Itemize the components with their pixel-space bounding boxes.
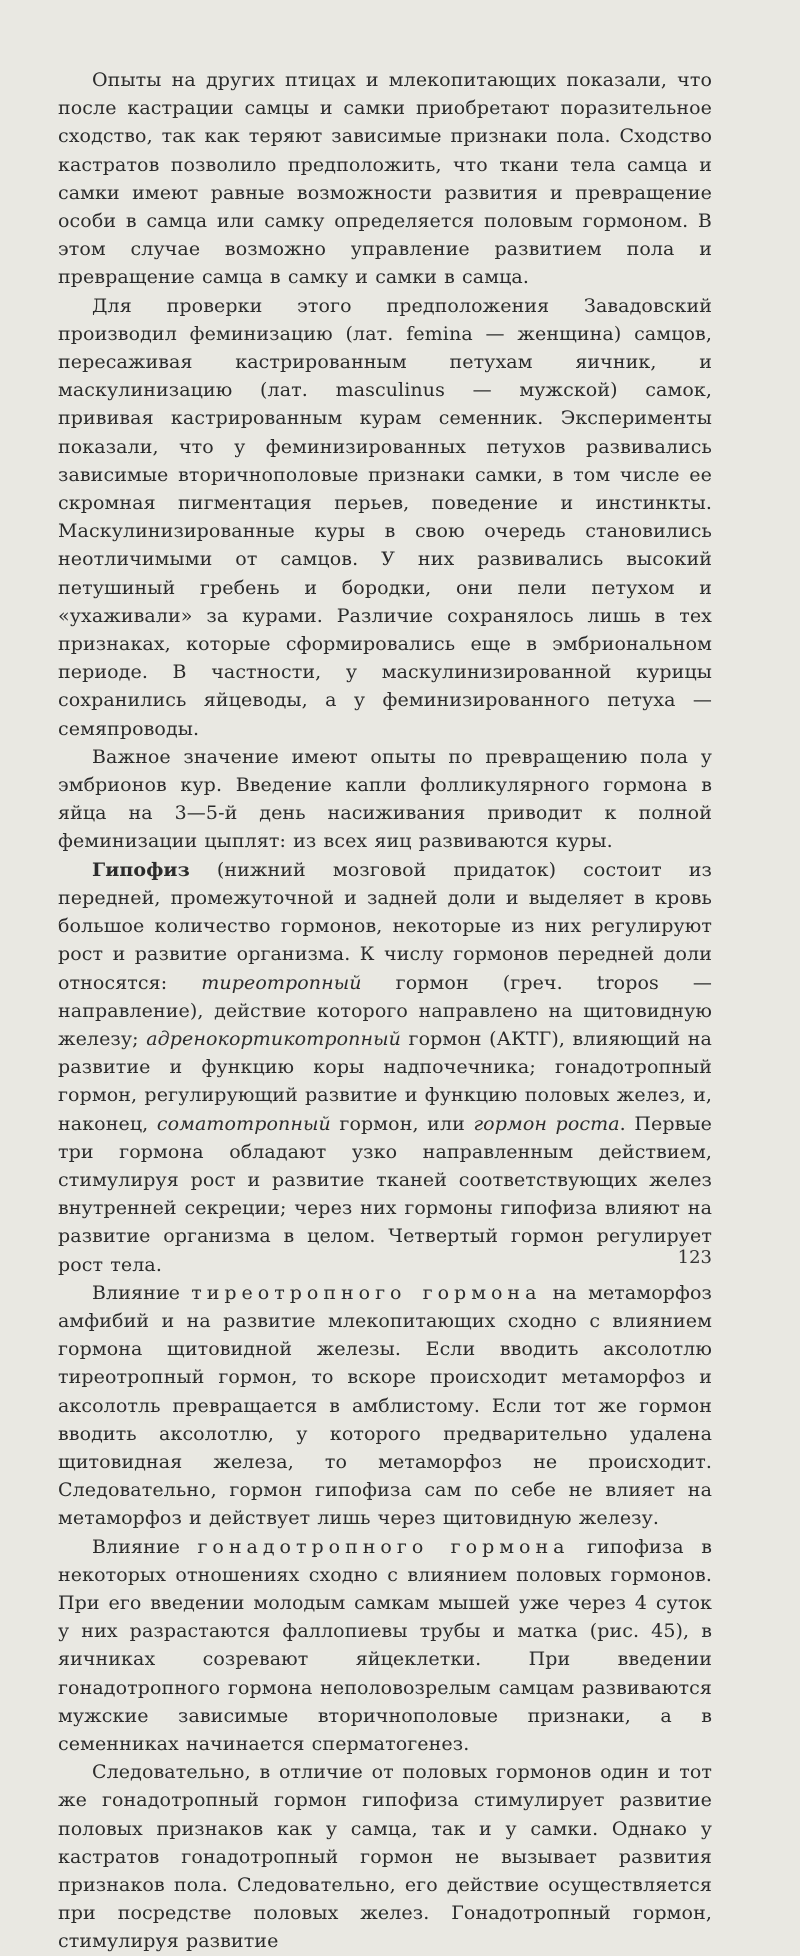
paragraph-castration <box>58 66 712 292</box>
paragraph-text: Влияние <box>92 1535 198 1558</box>
paragraph-text: Следовательно, в отличие от половых гормонов один и тот же гонадотропный гормон гипофиза стимулирует развитие половых признаков как у самца, так и у самки. Однако у кастратов гонадотропный гормон не вызывает развития признаков пола. Следовательно, его действие осуществляется при посредстве половых желез. Гонадотропный гормон, стимулируя развитие <box>58 1761 712 1953</box>
paragraph-text: Опыты на других птицах и млекопитающих показали, что после кастрации самцы и самки приобретают поразительное сходство, так как теряют зависимые признаки пола. Сходство кастратов позволило предположить, что ткани тела самца и самки имеют равные возможности развития и превращение особи в самца или самку определяется половым гормоном. В этом случае возможно управление развитием пола и превращение самца в самку и самки в самца. <box>58 69 712 289</box>
paragraph-text: . Первые три гормона обладают узко направленным действием, стимулируя рост и развитие тканей соответствующих желез внутренней секреции; через них гормоны гипофиза влияют на развитие организма в целом. Четвертый гормон регулирует рост тела. <box>58 1112 713 1276</box>
page-body <box>58 66 712 1956</box>
term-pituitary: Гипофиз <box>92 858 190 881</box>
paragraph-text: (нижний мозговой придаток) состоит из передней, промежуточной и задней доли и выделяет в кровь большое количество гормонов, некоторые из них регулируют рост и развитие организма. К числу гормонов передней доли относятся: <box>58 858 712 994</box>
paragraph-embryo-sex-reversal <box>58 743 712 856</box>
term-somatotropic: соматотропный <box>156 1112 331 1135</box>
paragraph-text: гормон (АКТГ), влияющий на развитие и функцию коры надпочечника; гонадотропный гормон, регулирующий развитие и функцию половых желез, и, наконец, <box>58 1027 712 1135</box>
paragraph-text: гормон, или <box>330 1112 474 1135</box>
term-growth-hormone: гормон роста <box>473 1112 620 1135</box>
term-adrenocorticotropic: адренокортикотропный <box>146 1027 402 1050</box>
paragraph-pituitary <box>58 856 712 1279</box>
paragraph-text: Для проверки этого предположения Завадовский производил феминизацию (лат. femina — женщина) самцов, пересаживая кастрированным петухам яичник, и маскулинизацию (лат. masculinus — мужской) самок, прививая кастрированным курам семенник. Эксперименты показали, что у феминизированных петухов развивались зависимые вторичнополовые признаки самки, в том числе ее скромная пигментация перьев, поведение и инстинкты. Маскулинизированные куры в свою очередь становились неотличимыми от самцов. У них развивались высокий петушиный гребень и бородки, они пели петухом и «ухаживали» за курами. Различие сохранялось лишь в тех признаках, которые сформировались еще в эмбриональном периоде. В частности, у маскулинизированной курицы сохранились яйцеводы, а у феминизированного петуха — семяпроводы. <box>58 294 712 740</box>
paragraph-text: Влияние <box>92 1281 192 1304</box>
paragraph-text: гормон (греч. tropos — направление), действие которого направлено на щитовидную железу; <box>58 971 712 1050</box>
page-number: 123 <box>677 1247 712 1268</box>
paragraph-zavadovsky-experiments <box>58 292 712 743</box>
paragraph-gonadotropic <box>58 1533 712 1759</box>
paragraph-conclusion <box>58 1758 712 1955</box>
term-thyrotropic-hormone: тиреотропного гормона <box>191 1281 542 1304</box>
paragraph-thyrotropic <box>58 1279 712 1533</box>
paragraph-text: Важное значение имеют опыты по превращению пола у эмбрионов кур. Введение капли фолликулярного гормона в яйца на 3—5-й день насиживания приводит к полной феминизации цыплят: из всех яиц развиваются куры. <box>58 745 712 853</box>
paragraph-text: гипофиза в некоторых отношениях сходно с влиянием половых гормонов. При его введении молодым самкам мышей уже через 4 суток у них разрастаются фаллопиевы трубы и матка (рис. 45), в яичниках созревают яйцеклетки. При введении гонадотропного гормона неполовозрелым самцам развиваются мужские зависимые вторичнополовые признаки, а в семенниках начинается сперматогенез. <box>58 1535 712 1755</box>
term-gonadotropic-hormone: гонадотропного гормона <box>197 1535 570 1558</box>
paragraph-text: на метаморфоз амфибий и на развитие млекопитающих сходно с влиянием гормона щитовидной железы. Если вводить аксолотлю тиреотропный гормон, то вскоре происходит метаморфоз и аксолотль превращается в амблистому. Если тот же гормон вводить аксолотлю, у которого предварительно удалена щитовидная железа, то метаморфоз не происходит. Следовательно, гормон гипофиза сам по себе не влияет на метаморфоз и действует лишь через щитовидную железу. <box>58 1281 712 1530</box>
term-thyrotropic: тиреотропный <box>201 971 362 994</box>
